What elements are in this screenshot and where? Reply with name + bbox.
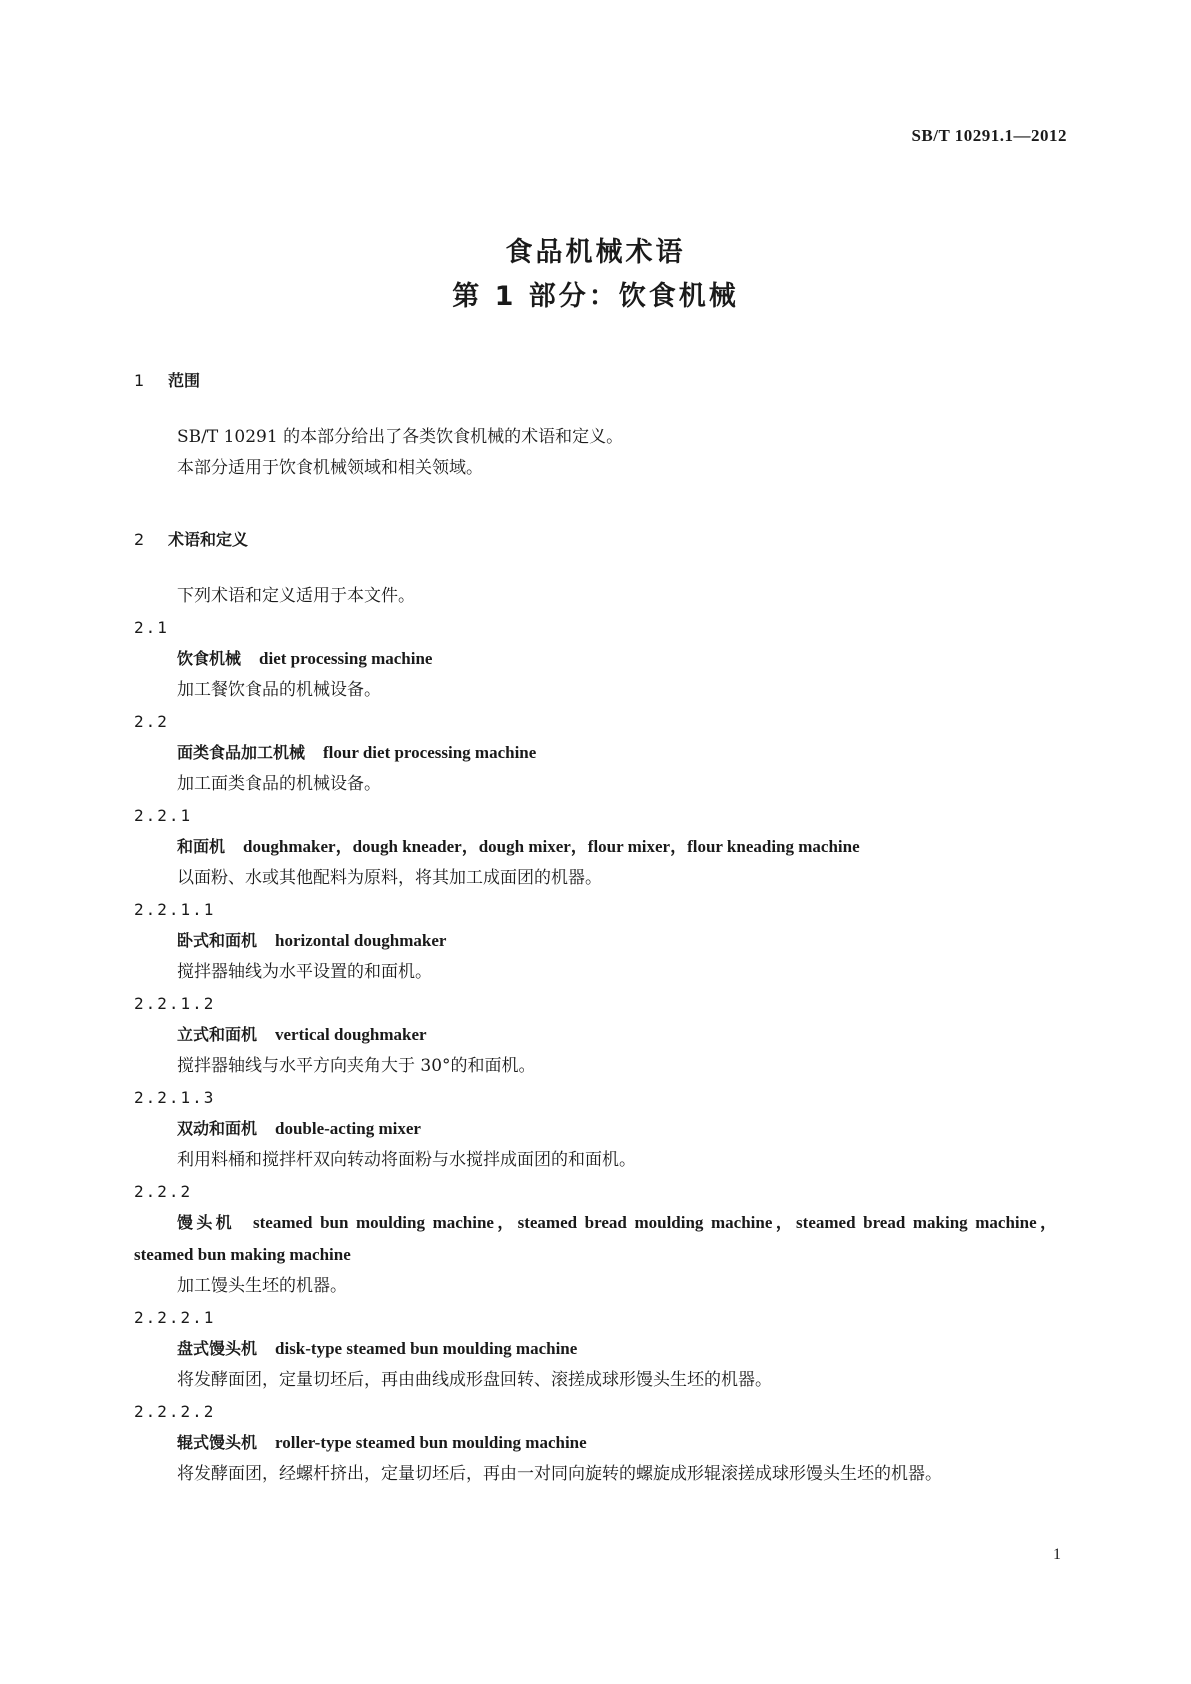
page-number: 1: [1053, 1546, 1061, 1563]
term-en: flour diet processing machine: [323, 743, 537, 762]
term-definition: 加工餐饮食品的机械设备。: [177, 680, 381, 700]
term-definition: 利用料桶和搅拌杆双向转动将面粉与水搅拌成面团的和面机。: [177, 1150, 636, 1170]
term-definition: 将发酵面团，定量切坯后，再由曲线成形盘回转、滚搓成球形馒头生坯的机器。: [177, 1370, 772, 1390]
term-number: 2.2.2: [134, 1182, 193, 1201]
term-en: vertical doughmaker: [275, 1025, 427, 1044]
term-number: 2.2.2.2: [134, 1402, 216, 1421]
term-definition: 将发酵面团，经螺杆挤出，定量切坯后，再由一对同向旋转的螺旋成形辊滚搓成球形馒头生坯的机器。: [177, 1464, 942, 1484]
term-en: horizontal doughmaker: [275, 931, 447, 950]
term-definition: 以面粉、水或其他配料为原料，将其加工成面团的机器。: [177, 868, 602, 888]
term-entry: [134, 1019, 1057, 1051]
section-heading-scope: [134, 365, 1057, 396]
term-entry: [134, 831, 1057, 863]
term-definition: 加工面类食品的机械设备。: [177, 774, 381, 794]
term-number: 2.1: [134, 618, 169, 637]
section-number: 1: [134, 371, 145, 390]
term-entry: [134, 643, 1057, 675]
document-body: [134, 365, 1057, 1490]
term-en: steamed bun moulding machine，steamed bread moulding machine，steamed bread making machine，steamed bun making machine: [134, 1213, 1057, 1264]
term-definition: 搅拌器轴线与水平方向夹角大于 30°的和面机。: [177, 1056, 536, 1076]
term-number: 2.2.1: [134, 806, 193, 825]
term-zh: 卧式和面机: [177, 931, 258, 950]
section-title: 术语和定义: [168, 530, 249, 549]
term-definition: 搅拌器轴线为水平设置的和面机。: [177, 962, 432, 982]
term-entry: [134, 1207, 1057, 1271]
term-number: 2.2.1.3: [134, 1088, 216, 1107]
standard-code: SB/T 10291.1—2012: [911, 126, 1067, 145]
term-entry: [134, 1333, 1057, 1365]
term-zh: 馒头机: [177, 1213, 235, 1232]
section-title: 范围: [168, 371, 201, 390]
term-en: diet processing machine: [259, 649, 433, 668]
term-zh: 双动和面机: [177, 1119, 258, 1138]
term-zh: 面类食品加工机械: [177, 743, 306, 762]
term-number: 2.2: [134, 712, 169, 731]
term-entry: [134, 737, 1057, 769]
term-en: double-acting mixer: [275, 1119, 421, 1138]
term-number: 2.2.1.1: [134, 900, 216, 919]
section-heading-terms: [134, 524, 1057, 555]
term-zh: 立式和面机: [177, 1025, 258, 1044]
term-entry: [134, 1113, 1057, 1145]
term-zh: 盘式馒头机: [177, 1339, 258, 1358]
term-en: doughmaker，dough kneader，dough mixer，flour mixer，flour kneading machine: [243, 837, 860, 856]
section-number: 2: [134, 530, 145, 549]
paragraph: 本部分适用于饮食机械领域和相关领域。: [177, 458, 483, 478]
document-subtitle: 第 1 部分：饮食机械: [452, 281, 739, 312]
term-definition: 加工馒头生坯的机器。: [177, 1276, 347, 1296]
term-en: roller-type steamed bun moulding machine: [275, 1433, 587, 1452]
paragraph: SB/T 10291 的本部分给出了各类饮食机械的术语和定义。: [177, 427, 624, 447]
paragraph: 下列术语和定义适用于本文件。: [177, 586, 415, 606]
term-en: disk-type steamed bun moulding machine: [275, 1339, 578, 1358]
term-zh: 和面机: [177, 837, 226, 856]
term-entry: [134, 925, 1057, 957]
term-entry: [134, 1427, 1057, 1459]
term-zh: 饮食机械: [177, 649, 242, 668]
term-number: 2.2.2.1: [134, 1308, 216, 1327]
term-number: 2.2.1.2: [134, 994, 216, 1013]
document-title: 食品机械术语: [505, 237, 686, 268]
term-zh: 辊式馒头机: [177, 1433, 258, 1452]
